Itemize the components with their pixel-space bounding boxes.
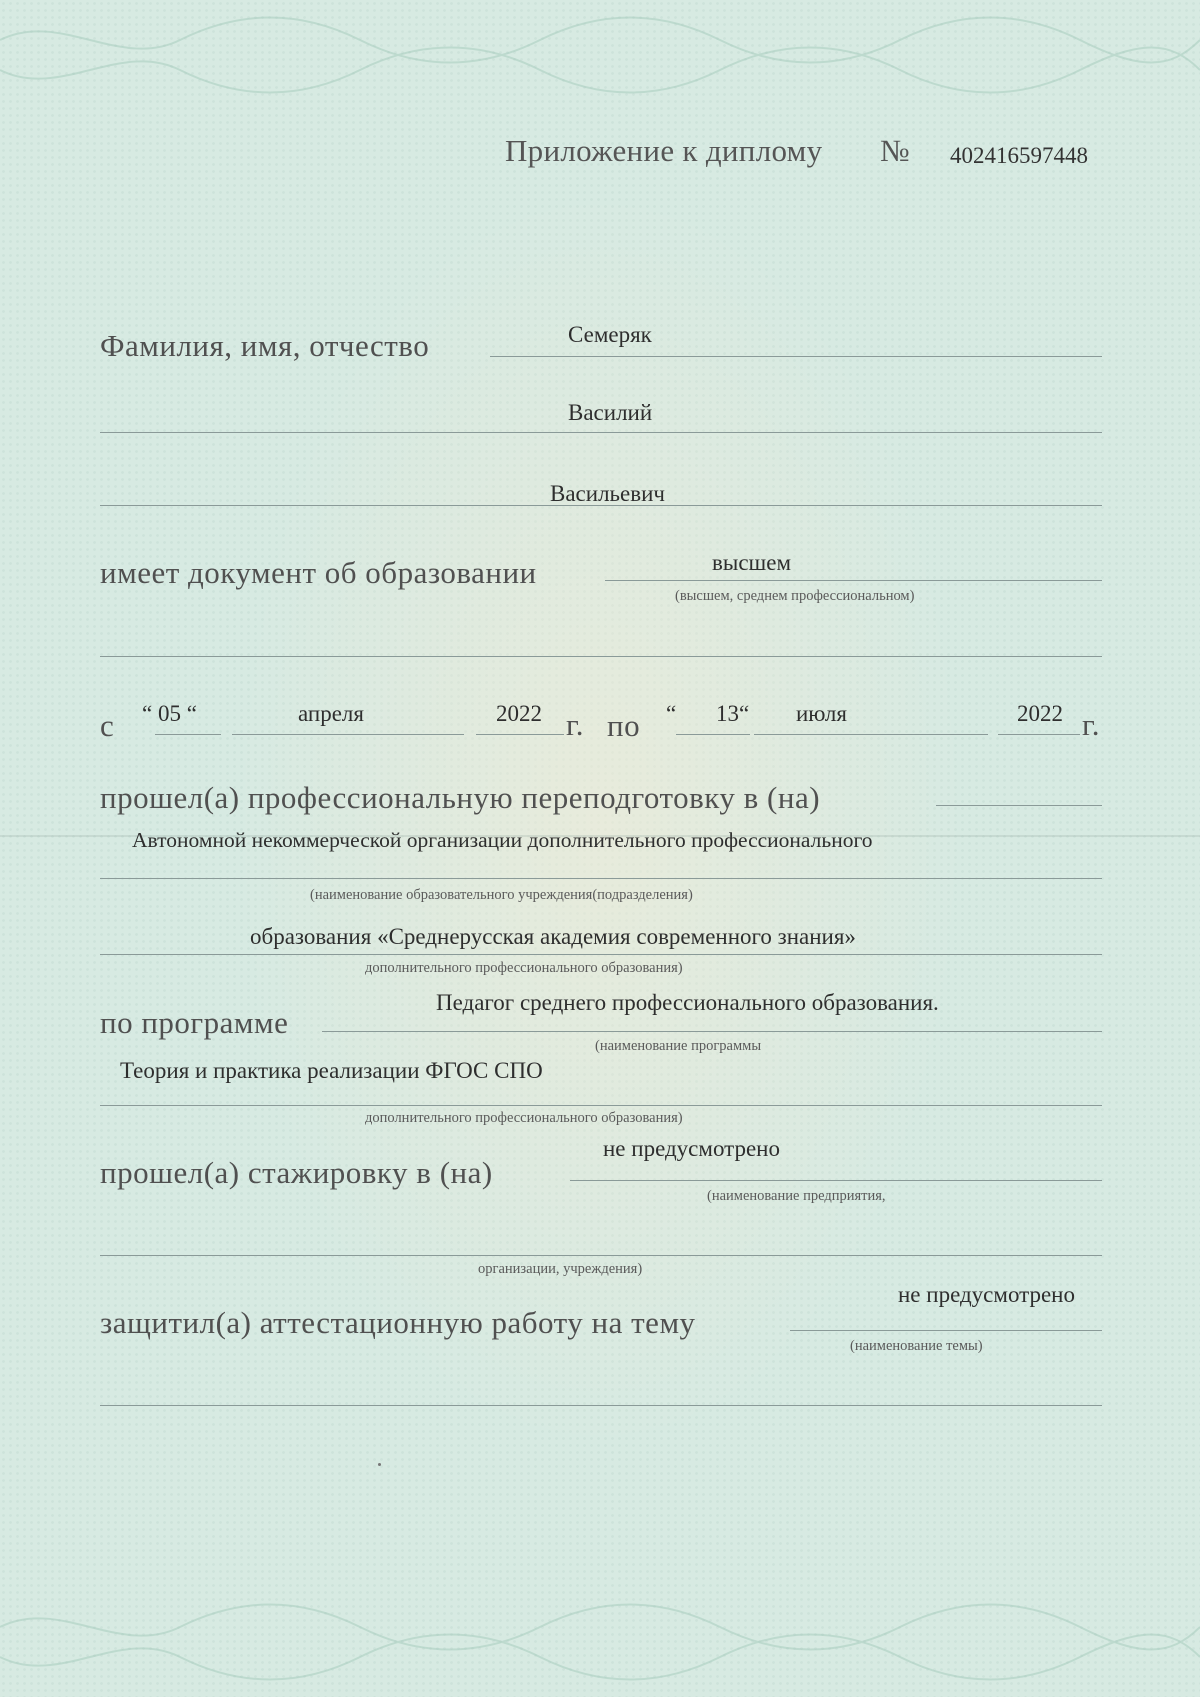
internship-value: не предусмотрено <box>603 1136 780 1161</box>
program-value-1: Педагог среднего профессионального образования. <box>436 990 939 1015</box>
program-line-2 <box>100 1105 1102 1106</box>
date-to-year: 2022 <box>1017 701 1063 726</box>
retraining-label: прошел(а) профессиональную переподготовку в (на) <box>100 780 821 815</box>
thesis-label: защитил(а) аттестационную работу на тему <box>100 1305 696 1340</box>
institution-line-2: образования «Среднерусская академия современного знания» <box>250 924 856 949</box>
number-sign: № <box>880 133 910 168</box>
top-guilloche-ornament <box>0 0 1200 110</box>
thesis-line-2 <box>100 1405 1102 1406</box>
date-to-open-quote: “ <box>666 701 677 726</box>
program-hint-2: дополнительного профессионального образования) <box>365 1110 683 1126</box>
education-line <box>605 580 1102 581</box>
name-value: Василий <box>568 400 653 425</box>
program-line-1 <box>322 1031 1102 1032</box>
appendix-title: Приложение к диплому <box>505 133 823 168</box>
institution-line-2-rule <box>100 954 1102 955</box>
thesis-line <box>790 1330 1102 1331</box>
date-from-month: апреля <box>298 701 364 726</box>
education-value: высшем <box>712 550 791 575</box>
patronymic-value: Васильевич <box>550 481 665 506</box>
institution-line-1-rule <box>100 878 1102 879</box>
institution-hint-2: дополнительного профессионального образования) <box>365 960 683 976</box>
retraining-line <box>936 805 1102 806</box>
fio-line-1 <box>490 356 1102 357</box>
internship-hint-1: (наименование предприятия, <box>707 1188 886 1204</box>
date-to-year-line <box>998 734 1080 735</box>
date-to-day-line <box>676 734 750 735</box>
education-line-2 <box>100 656 1102 657</box>
thesis-value: не предусмотрено <box>898 1282 1075 1307</box>
institution-line-1: Автономной некоммерческой организации дополнительного профессионального <box>132 828 873 852</box>
date-from-month-line <box>232 734 464 735</box>
internship-line-2 <box>100 1255 1102 1256</box>
year-suffix-1: г. <box>566 707 584 742</box>
date-to-day: 13“ <box>716 701 750 726</box>
date-to-month: июля <box>796 701 847 726</box>
fio-line-2 <box>100 432 1102 433</box>
internship-label: прошел(а) стажировку в (на) <box>100 1155 493 1190</box>
surname-value: Семеряк <box>568 322 652 347</box>
internship-hint-2: организации, учреждения) <box>478 1261 643 1277</box>
date-from-prefix: с <box>100 708 115 743</box>
diploma-number: 402416597448 <box>950 143 1088 168</box>
bottom-guilloche-ornament <box>0 1587 1200 1697</box>
thesis-hint: (наименование темы) <box>850 1338 983 1354</box>
education-label: имеет документ об образовании <box>100 555 537 590</box>
internship-line <box>570 1180 1102 1181</box>
date-from-year: 2022 <box>496 701 542 726</box>
fio-label: Фамилия, имя, отчество <box>100 328 430 363</box>
institution-hint-1: (наименование образовательного учреждения(подразделения) <box>310 887 693 903</box>
program-label: по программе <box>100 1005 289 1040</box>
program-hint-1: (наименование программы <box>595 1038 762 1054</box>
program-value-2: Теория и практика реализации ФГОС СПО <box>120 1058 543 1083</box>
education-hint: (высшем, среднем профессиональном) <box>675 588 915 604</box>
year-suffix-2: г. <box>1082 707 1100 742</box>
date-from-day-line <box>155 734 221 735</box>
date-to-prefix: по <box>607 708 641 743</box>
date-to-month-line <box>754 734 988 735</box>
ink-speck <box>378 1463 381 1466</box>
date-from-day: “ 05 “ <box>142 701 197 726</box>
date-from-year-line <box>476 734 564 735</box>
